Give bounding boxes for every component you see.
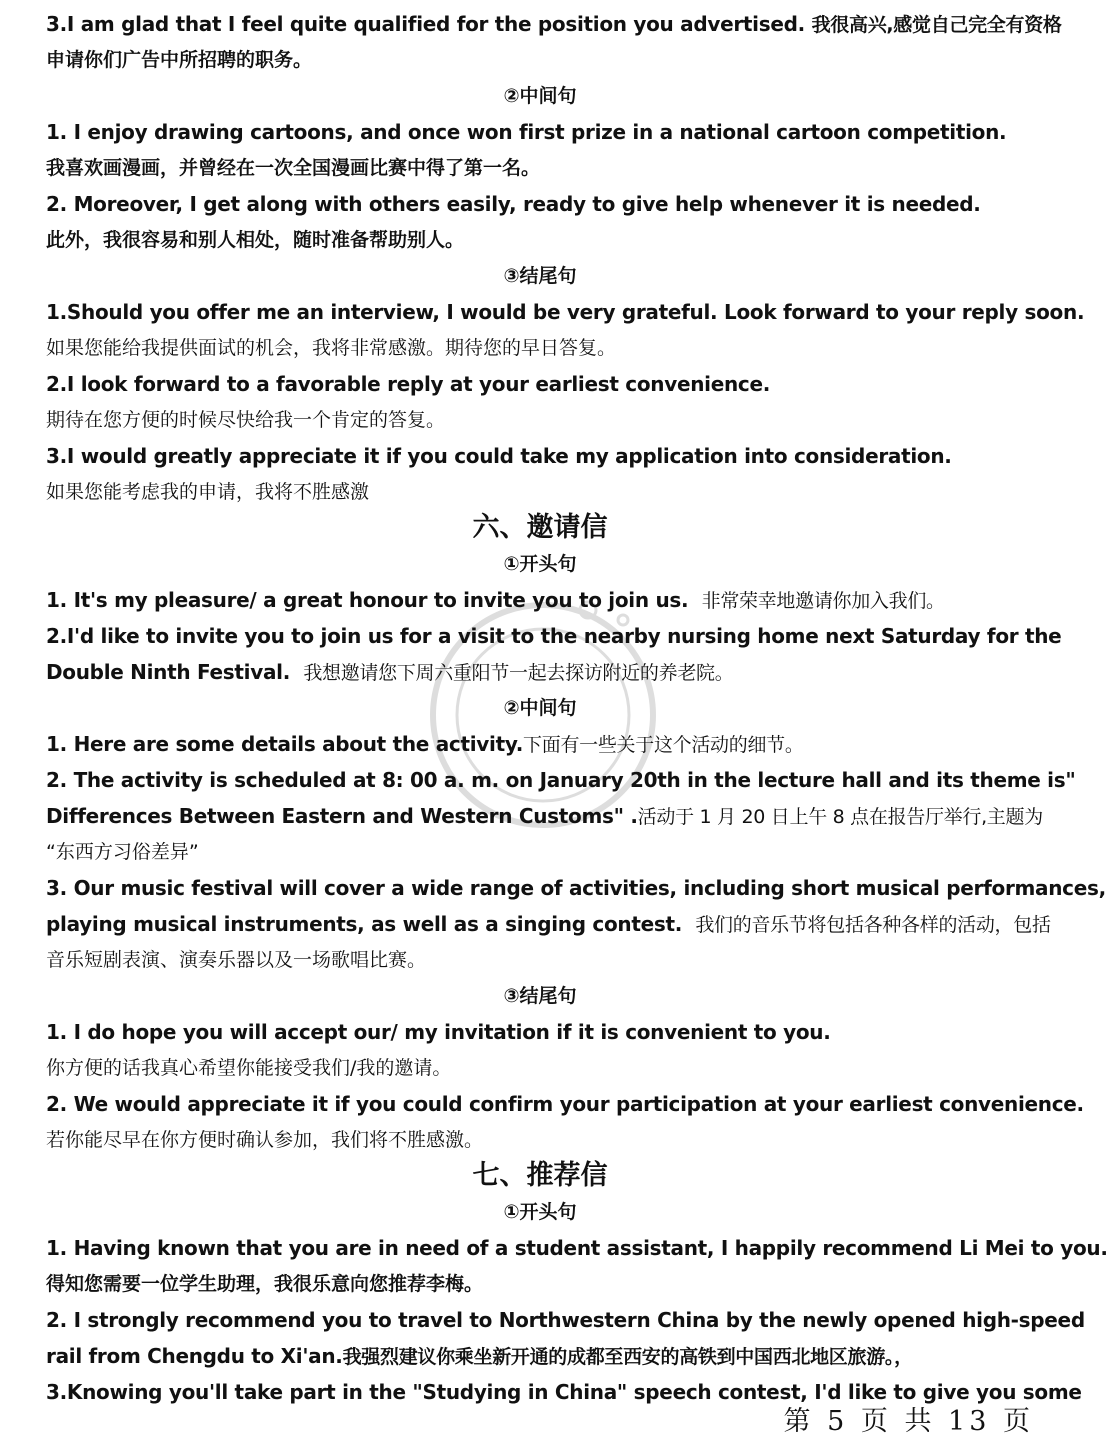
- section-title-recommendation: 七、推荐信: [472, 1160, 608, 1191]
- text-line: Double Ninth Festival. 我想邀请您下周六重阳节一起去探访附近的养老院。: [46, 660, 734, 684]
- document-page: [46, 6, 1108, 1410]
- subheading-middle: ②中间句: [503, 697, 577, 719]
- text-line: 2. Moreover, I get along with others easily, ready to give help whenever it is needed.: [46, 192, 981, 216]
- page-number: 第 5 页 共 13 页: [783, 1406, 1034, 1437]
- subheading-ending: ③结尾句: [503, 265, 577, 287]
- text-line: 音乐短剧表演、演奏乐器以及一场歌唱比赛。: [46, 949, 427, 971]
- text-line: “东西方习俗差异”: [46, 841, 199, 863]
- text-line: 我喜欢画漫画，并曾经在一次全国漫画比赛中得了第一名。: [46, 157, 541, 179]
- text-line: 如果您能给我提供面试的机会，我将非常感激。期待您的早日答复。: [46, 337, 617, 359]
- text-line: 若你能尽早在你方便时确认参加，我们将不胜感激。: [46, 1129, 484, 1151]
- section-title-invitation: 六、邀请信: [472, 512, 608, 543]
- text-line: 1. I enjoy drawing cartoons, and once won first prize in a national cartoon competition.: [46, 120, 1007, 144]
- text-line: 申请你们广告中所招聘的职务。: [46, 49, 313, 71]
- text-line: 2.I'd like to invite you to join us for a visit to the nearby nursing home next Saturday for the: [46, 624, 1062, 648]
- text-line: 2.I look forward to a favorable reply at your earliest convenience.: [46, 372, 771, 396]
- text-line: 1. It's my pleasure/ a great honour to invite you to join us. 非常荣幸地邀请你加入我们。: [46, 588, 945, 612]
- text-line: Differences Between Eastern and Western Customs" .活动于 1 月 20 日上午 8 点在报告厅举行,主题为: [46, 804, 1043, 828]
- text-line: 1. Here are some details about the activity.下面有一些关于这个活动的细节。: [46, 732, 804, 756]
- text-line: 2. We would appreciate it if you could confirm your participation at your earliest convenience.: [46, 1092, 1084, 1116]
- text-line: 1.Should you offer me an interview, I would be very grateful. Look forward to your reply soon.: [46, 300, 1085, 324]
- text-line: 3.I am glad that I feel quite qualified for the position you advertised. 我很高兴,感觉自己完全有资格: [46, 12, 1062, 36]
- text-line: 1. Having known that you are in need of a student assistant, I happily recommend Li Mei to you.: [46, 1236, 1108, 1260]
- text-line: rail from Chengdu to Xi'an.我强烈建议你乘坐新开通的成都至西安的高铁到中国西北地区旅游。，: [46, 1344, 913, 1368]
- subheading-ending: ③结尾句: [503, 985, 577, 1007]
- text-line: 3. Our music festival will cover a wide range of activities, including short musical performances,: [46, 876, 1106, 900]
- subheading-opening: ①开头句: [503, 1201, 577, 1223]
- text-line: 1. I do hope you will accept our/ my invitation if it is convenient to you.: [46, 1020, 831, 1044]
- text-line: 2. I strongly recommend you to travel to Northwestern China by the newly opened high-speed: [46, 1308, 1085, 1332]
- text-line: 2. The activity is scheduled at 8: 00 a. m. on January 20th in the lecture hall and its theme is": [46, 768, 1076, 792]
- text-line: 此外，我很容易和别人相处，随时准备帮助别人。: [46, 229, 465, 251]
- text-line: 3.I would greatly appreciate it if you could take my application into consideration.: [46, 444, 952, 468]
- subheading-middle: ②中间句: [503, 85, 577, 107]
- text-line: 得知您需要一位学生助理，我很乐意向您推荐李梅。: [46, 1273, 484, 1295]
- text-line: 3.Knowing you'll take part in the "Studying in China" speech contest, I'd like to give you some: [46, 1380, 1082, 1404]
- text-line: 如果您能考虑我的申请，我将不胜感激: [46, 481, 370, 503]
- text-line: playing musical instruments, as well as a singing contest. 我们的音乐节将包括各种各样的活动，包括: [46, 912, 1051, 936]
- text-line: 期待在您方便的时候尽快给我一个肯定的答复。: [46, 409, 446, 431]
- subheading-opening: ①开头句: [503, 553, 577, 575]
- text-line: 你方便的话我真心希望你能接受我们/我的邀请。: [46, 1057, 452, 1079]
